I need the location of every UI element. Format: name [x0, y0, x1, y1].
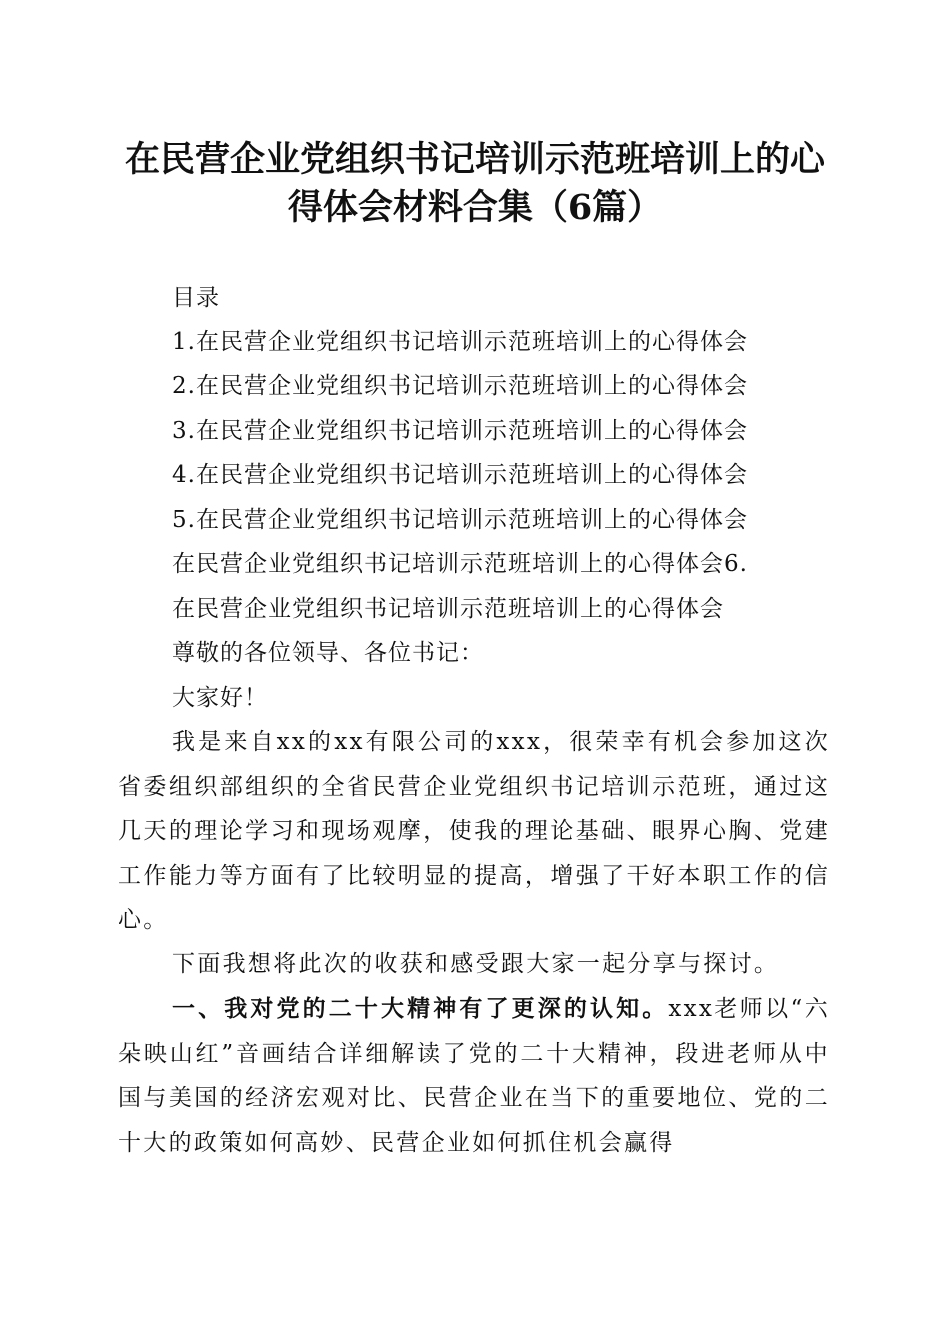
paragraph-section-one: [118, 987, 830, 1165]
paragraph-intro: 我是来自xx的xx有限公司的xxx，很荣幸有机会参加这次省委组织部组织的全省民营企业党组织书记培训示范班，通过这几天的理论学习和现场观摩，使我的理论基础、眼界心胸、党建工作能力等方面有了比较明显的提高，增强了干好本职工作的信心。: [118, 729, 830, 933]
title-line-2: 得体会材料合集（6篇）: [287, 187, 663, 228]
toc-item-2: 2.在民营企业党组织书记培训示范班培训上的心得体会: [172, 373, 748, 399]
greeting: 大家好！: [172, 685, 268, 711]
paragraph-sharing: 下面我想将此次的收获和感受跟大家一起分享与探讨。: [172, 951, 780, 977]
section-one-body: xxx老师以“六朵映山红”音画结合详细解读了党的二十大精神，段进老师从中国与美国的经济宏观对比、民营企业在当下的重要地位、党的二十大的政策如何高妙、民营企业如何抓住机会赢得: [118, 996, 831, 1156]
toc-heading: 目录: [172, 285, 220, 311]
document-title: [110, 136, 840, 232]
toc-item-6: 在民营企业党组织书记培训示范班培训上的心得体会6.: [172, 551, 748, 577]
toc-item-4: 4.在民营企业党组织书记培训示范班培训上的心得体会: [172, 462, 748, 488]
toc-item-1: 1.在民营企业党组织书记培训示范班培训上的心得体会: [172, 329, 748, 355]
toc-item-3: 3.在民营企业党组织书记培训示范班培训上的心得体会: [172, 418, 748, 444]
title-line-1: 在民营企业党组织书记培训示范班培训上的心: [124, 139, 825, 180]
salutation: 尊敬的各位领导、各位书记：: [172, 640, 484, 666]
section-title: 在民营企业党组织书记培训示范班培训上的心得体会: [172, 596, 724, 622]
toc-item-5: 5.在民营企业党组织书记培训示范班培训上的心得体会: [172, 507, 748, 533]
section-one-heading: 一、我对党的二十大精神有了更深的认知。: [172, 996, 669, 1022]
